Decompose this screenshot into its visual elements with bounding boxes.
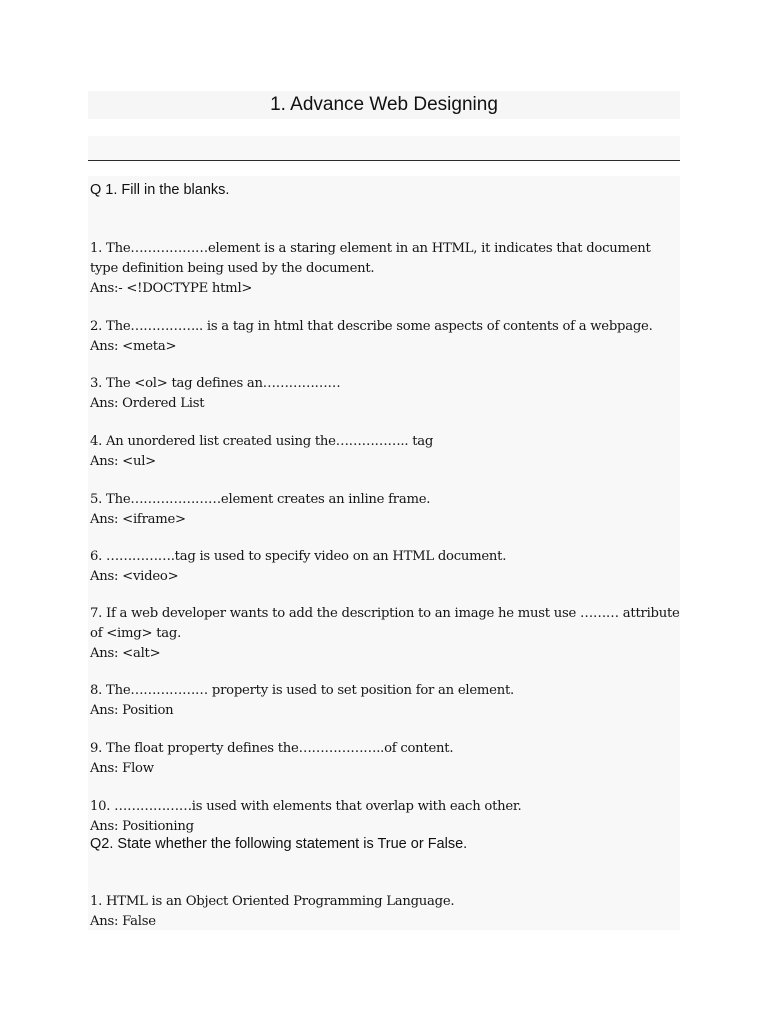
- question-7-text: 7. If a web developer wants to add the description to an image he must use ……… attribute of <img> tag.: [90, 606, 680, 641]
- tf-question-1-text: 1. HTML is an Object Oriented Programming Language.: [90, 894, 455, 909]
- answer-9: Ans: Flow: [90, 761, 154, 776]
- question-4-text: 4. An unordered list created using the…………….. tag: [90, 434, 434, 449]
- answer-5: Ans: <iframe>: [90, 512, 186, 527]
- answer-10: Ans: Positioning: [90, 819, 194, 834]
- answer-1: Ans:- <!DOCTYPE html>: [90, 281, 253, 296]
- tf-question-1: [90, 872, 680, 952]
- question-2-text: 2. The…………….. is a tag in html that describe some aspects of contents of a webpage.: [90, 319, 653, 334]
- answer-7: Ans: <alt>: [90, 646, 161, 661]
- answer-2: Ans: <meta>: [90, 339, 177, 354]
- answer-6: Ans: <video>: [90, 569, 179, 584]
- tf-answer-1: Ans: False: [90, 914, 156, 929]
- question-6-text: 6. …………….tag is used to specify video on an HTML document.: [90, 549, 507, 564]
- title-divider: [88, 160, 680, 161]
- question-3-text: 3. The <ol> tag defines an………………: [90, 376, 341, 391]
- answer-4: Ans: <ul>: [90, 454, 156, 469]
- answer-3: Ans: Ordered List: [90, 396, 205, 411]
- document-title: 1. Advance Web Designing: [270, 94, 498, 115]
- answer-8: Ans: Position: [90, 703, 174, 718]
- section1-heading: Q 1. Fill in the blanks.: [90, 182, 230, 198]
- header-band: [88, 136, 680, 160]
- question-5-text: 5. The…………………element creates an inline frame.: [90, 492, 431, 507]
- section2-heading: Q2. State whether the following statement is True or False.: [90, 836, 468, 852]
- question-8-text: 8. The……………… property is used to set position for an element.: [90, 683, 514, 698]
- question-10-text: 10. ………………is used with elements that overlap with each other.: [90, 799, 522, 814]
- question-9-text: 9. The float property defines the………………..of content.: [90, 741, 454, 756]
- question-1-text: 1. The………………element is a staring element in an HTML, it indicates that document type definition being used by the document.: [90, 241, 651, 276]
